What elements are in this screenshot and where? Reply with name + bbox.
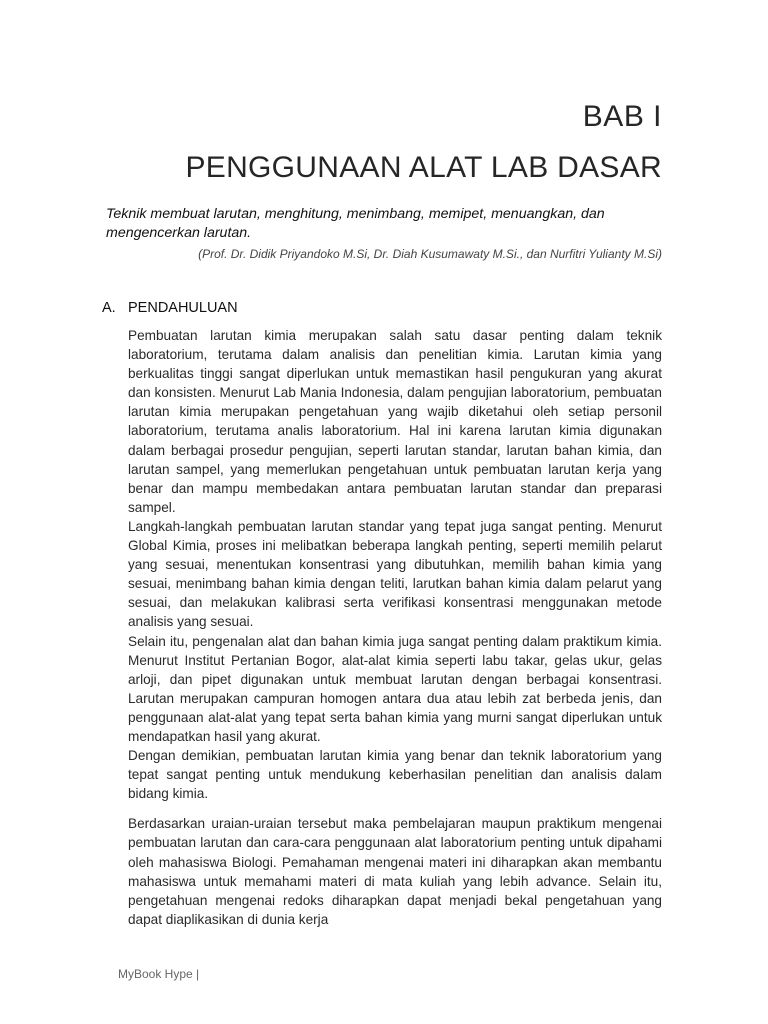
paragraph: Selain itu, pengenalan alat dan bahan kimia juga sangat penting dalam praktikum kimia. Menurut Institut Pertanian Bogor, alat-alat kimia seperti labu takar, gelas ukur, gelas arloji, dan pipet digunakan untuk membuat larutan dengan berbagai konsentrasi. Larutan merupakan campuran homogen antara dua atau lebih zat berbeda jenis, dan penggunaan alat-alat yang tepat serta bahan kimia yang murni sangat diperlukan untuk mendapatkan hasil yang akurat. — [128, 633, 662, 744]
section-heading — [102, 300, 238, 316]
section-letter: A. — [102, 300, 116, 316]
paragraph: Pembuatan larutan kimia merupakan salah satu dasar penting dalam teknik laboratorium, terutama dalam analisis dan penelitian kimia. Larutan kimia yang berkualitas tinggi sangat diperlukan untuk memastikan hasil pengukuran yang akurat dan konsisten. Menurut Lab Mania Indonesia, dalam pengujian laboratorium, pembuatan larutan kimia merupakan pengetahuan yang wajib diketahui oleh setiap personil laboratorium, terutama analis laboratorium. Hal ini karena larutan kimia digunakan dalam berbagai prosedur pengujian, seperti larutan standar, larutan bahan kimia, dan larutan sampel, yang memerlukan pengetahuan untuk pembuatan larutan kerja yang benar dan mampu membedakan antara pembuatan larutan standar dan preparasi sampel. — [128, 328, 662, 515]
chapter-subtitle: Teknik membuat larutan, menghitung, menimbang, memipet, menuangkan, dan mengencerkan larutan. — [106, 206, 605, 241]
page-footer: MyBook Hype | — [118, 967, 200, 981]
chapter-title: PENGGUNAAN ALAT LAB DASAR — [185, 151, 662, 184]
section-title: PENDAHULUAN — [128, 300, 238, 316]
paragraph: Berdasarkan uraian-uraian tersebut maka pembelajaran maupun praktikum mengenai pembuatan larutan dan cara-cara penggunaan alat laboratorium penting untuk dipahami oleh mahasiswa Biologi. Pemahaman mengenai materi ini diharapkan akan membantu mahasiswa untuk memahami materi di mata kuliah yang lebih advance. Selain itu, pengetahuan mengenai redoks diharapkan dapat menjadi bekal pengetahuan yang dapat diaplikasikan di dunia kerja — [128, 816, 662, 927]
paragraph: Langkah-langkah pembuatan larutan standar yang tepat juga sangat penting. Menurut Global Kimia, proses ini melibatkan beberapa langkah penting, seperti memilih pelarut yang sesuai, menentukan konsentrasi yang dibutuhkan, memilih bahan kimia yang sesuai, menimbang bahan kimia dengan teliti, larutkan bahan kimia dalam pelarut yang sesuai, dan melakukan kalibrasi serta verifikasi konsentrasi menggunakan metode analisis yang sesuai. — [128, 518, 662, 630]
paragraph: Dengan demikian, pembuatan larutan kimia yang benar dan teknik laboratorium yang tepat sangat penting untuk mendukung keberhasilan penelitian dan analisis dalam bidang kimia. — [128, 748, 662, 802]
section-body — [128, 326, 662, 929]
chapter-authors: (Prof. Dr. Didik Priyandoko M.Si, Dr. Diah Kusumawaty M.Si., dan Nurfitri Yulianty M.Si) — [198, 247, 662, 261]
chapter-number: BAB I — [582, 100, 662, 133]
